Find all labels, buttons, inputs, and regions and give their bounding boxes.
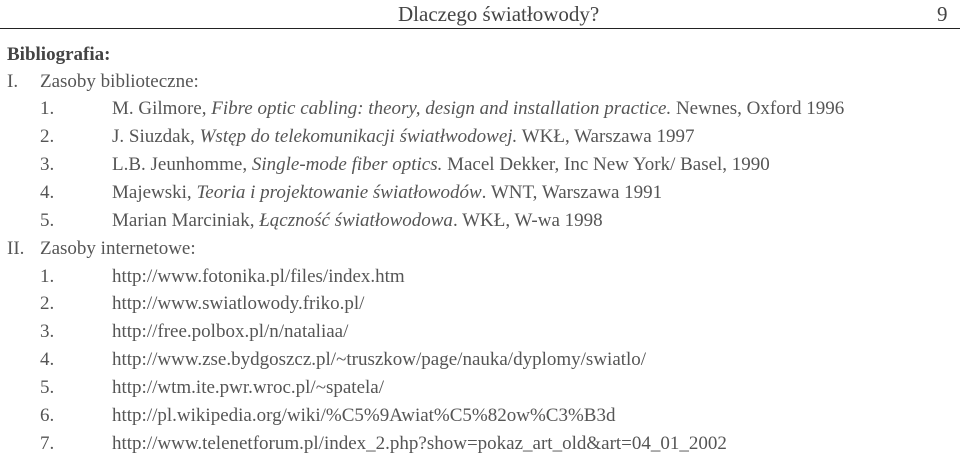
item-publisher: . WKŁ, W-wa 1998	[452, 210, 603, 231]
item-author: Marian Marciniak,	[112, 210, 260, 231]
item-title: Łączność światłowodowa	[259, 210, 453, 231]
item-number: 1.	[40, 266, 55, 287]
item-number: 3.	[40, 321, 55, 342]
item-number: 5.	[40, 377, 55, 398]
item-number: 4.	[40, 349, 55, 370]
header-title: Dlaczego światłowody?	[398, 2, 600, 26]
item-url: http://www.zse.bydgoszcz.pl/~truszkow/page/nauka/dyplomy/swiatlo/	[112, 349, 647, 370]
section-internet	[7, 238, 196, 260]
item-title: Wstęp do telekomunikacji światłwodowej.	[199, 126, 518, 147]
item-publisher: Macel Dekker, Inc New York/ Basel, 1990	[442, 154, 770, 175]
bibliography-heading: Bibliografia:	[7, 44, 111, 65]
item-url: http://pl.wikipedia.org/wiki/%C5%9Awiat%C5%82ow%C3%B3d	[112, 405, 616, 426]
item-url: http://www.telenetforum.pl/index_2.php?show=pokaz_art_old&art=04_01_2002	[112, 433, 727, 454]
item-url: http://www.fotonika.pl/files/index.htm	[112, 266, 405, 287]
section-number: I.	[7, 71, 19, 92]
item-title: Teoria i projektowanie światłowodów	[196, 182, 482, 203]
item-author: M. Gilmore,	[112, 98, 212, 119]
section-title: Zasoby biblioteczne:	[40, 71, 199, 92]
section-library	[7, 71, 199, 93]
item-url: http://www.swiatlowody.friko.pl/	[112, 293, 365, 314]
item-publisher: WKŁ, Warszawa 1997	[517, 126, 695, 147]
item-number: 3.	[40, 154, 55, 175]
item-number: 7.	[40, 433, 55, 454]
item-author: Majewski,	[112, 182, 197, 203]
item-publisher: . WNT, Warszawa 1991	[481, 182, 663, 203]
item-author: L.B. Jeunhomme,	[112, 154, 252, 175]
item-number: 2.	[40, 126, 55, 147]
item-number: 6.	[40, 405, 55, 426]
page-header	[0, 0, 960, 29]
item-publisher: Newnes, Oxford 1996	[671, 98, 845, 119]
item-author: J. Siuzdak,	[112, 126, 200, 147]
item-url: http://free.polbox.pl/n/nataliaa/	[112, 321, 349, 342]
item-number: 4.	[40, 182, 55, 203]
item-number: 2.	[40, 293, 55, 314]
item-number: 1.	[40, 98, 55, 119]
page-number: 9	[937, 2, 948, 26]
section-number: II.	[7, 238, 25, 259]
item-number: 5.	[40, 210, 55, 231]
item-title: Fibre optic cabling: theory, design and installation practice.	[211, 98, 672, 119]
item-title: Single-mode fiber optics.	[251, 154, 443, 175]
section-title: Zasoby internetowe:	[40, 238, 196, 259]
item-url: http://wtm.ite.pwr.wroc.pl/~spatela/	[112, 377, 385, 398]
